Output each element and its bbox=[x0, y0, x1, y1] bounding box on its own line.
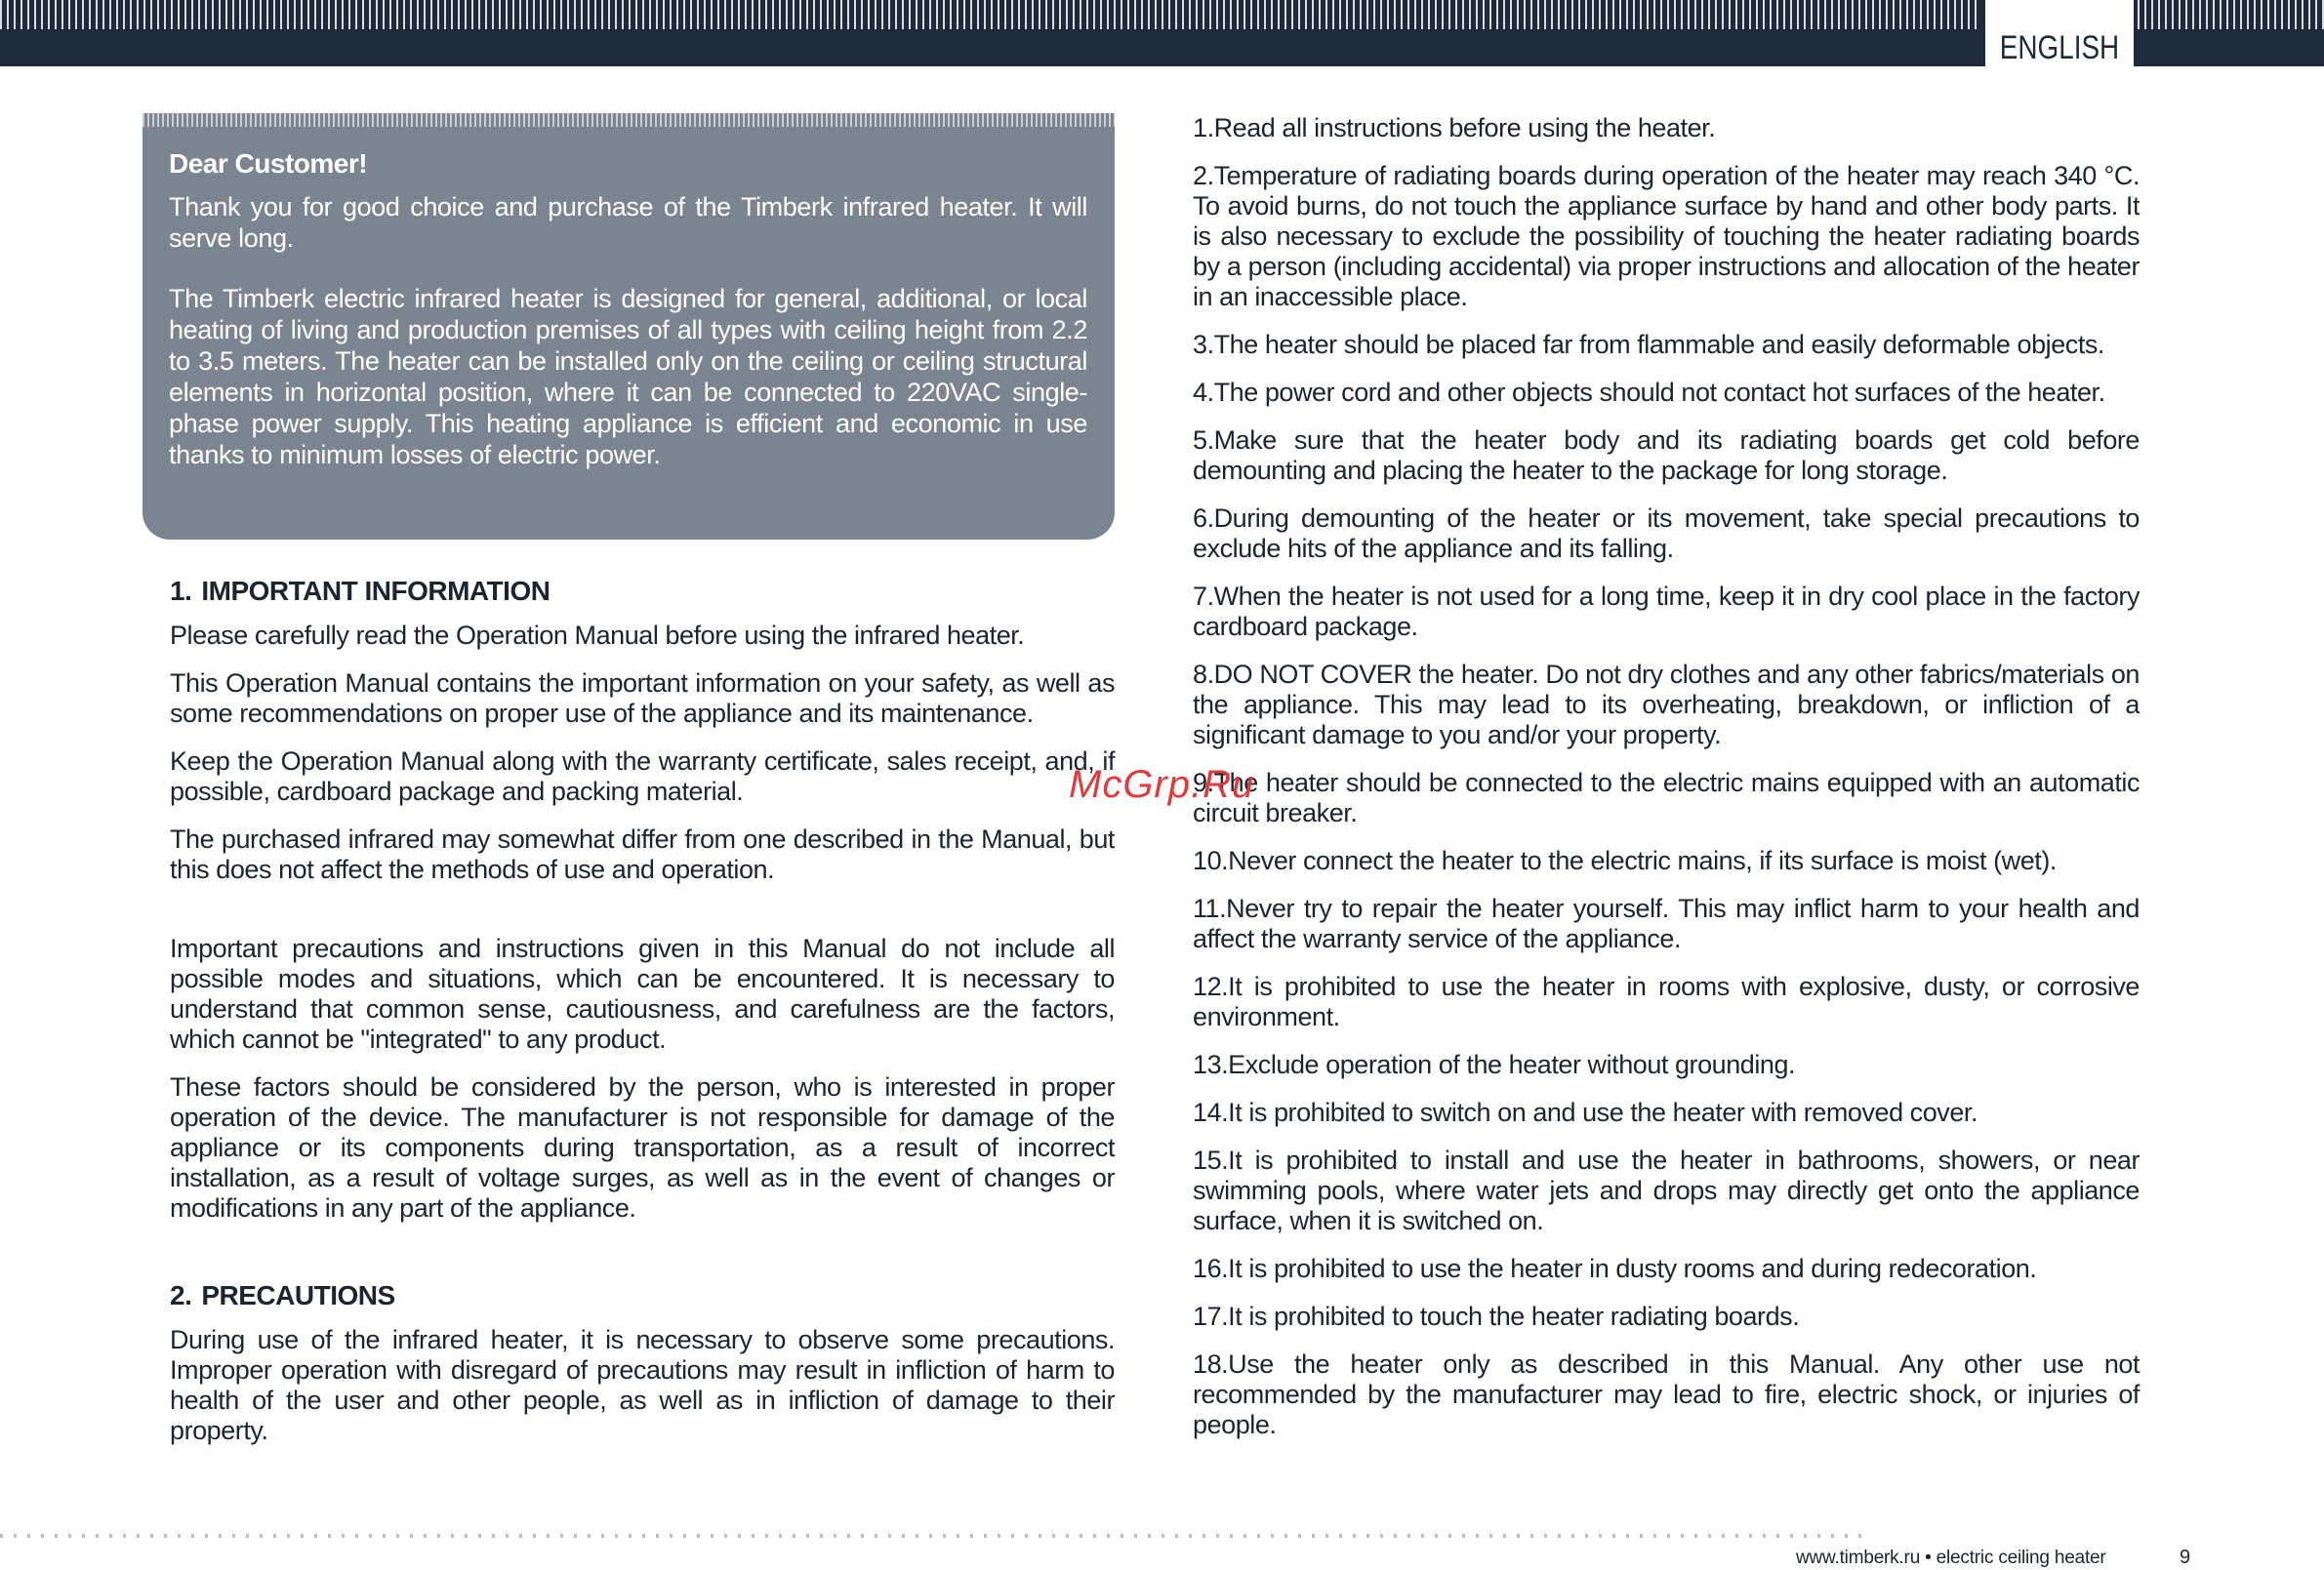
body-paragraph: Please carefully read the Operation Manual before using the infrared heater. bbox=[170, 621, 1025, 650]
intro-paragraph: The Timberk electric infrared heater is designed for general, additional, or local heating of living and production premises of all types with ceiling height from 2.2 to 3.5 meters. The heater can be installed only on the ceiling or ceiling structural elements in horizontal position, where it can be connected to 220VAC single-phase power supply. This heating appliance is efficient and economic in use thanks to minimum losses of electric power. bbox=[169, 284, 1087, 469]
top-banner bbox=[0, 0, 2324, 66]
rule-item: 8.DO NOT COVER the heater. Do not dry clothes and any other fabrics/materials on the appliance. This may lead to its overheating, breakdown, or infliction of a significant damage to you and/or your property. bbox=[1193, 660, 2140, 749]
right-column bbox=[1193, 113, 2140, 1458]
spacer bbox=[170, 903, 1115, 934]
section-number: 2. bbox=[170, 1280, 192, 1310]
rule-item: 18.Use the heater only as described in this Manual. Any other use not recommended by the manufacturer may lead to fire, electric shock, or injuries of people. bbox=[1193, 1349, 2140, 1439]
intro-box bbox=[143, 113, 1115, 540]
section-heading-precautions bbox=[170, 1280, 1115, 1311]
rule-item: 14.It is prohibited to switch on and use the heater with removed cover. bbox=[1193, 1098, 1978, 1127]
rule-item: 5.Make sure that the heater body and its radiating boards get cold before demounting and placing the heater to the package for long storage. bbox=[1193, 425, 2140, 485]
intro-hatch bbox=[143, 113, 1115, 127]
rule-item: 17.It is prohibited to touch the heater radiating boards. bbox=[1193, 1302, 1800, 1331]
body-paragraph: These factors should be considered by the person, who is interested in proper operation of the device. The manufacturer is not responsible for damage of the appliance or its components during transportation, as a result of incorrect installation, as a result of voltage surges, as well as in the event of changes or modifications in any part of the appliance. bbox=[170, 1072, 1115, 1223]
page-number: 9 bbox=[2180, 1547, 2191, 1568]
body-paragraph: During use of the infrared heater, it is necessary to observe some precautions. Improper operation with disregard of precautions may result in infliction of harm to health of the user and other people, as well as in infliction of damage to their property. bbox=[170, 1325, 1115, 1445]
rule-item: 15.It is prohibited to install and use the heater in bathrooms, showers, or near swimming pools, where water jets and drops may directly get onto the appliance surface, when it is switched on. bbox=[1193, 1146, 2140, 1235]
rule-item: 16.It is prohibited to use the heater in dusty rooms and during redecoration. bbox=[1193, 1254, 2037, 1283]
body-paragraph: Keep the Operation Manual along with the warranty certificate, sales receipt, and, if possible, cardboard package and packing material. bbox=[170, 746, 1115, 806]
body-paragraph: The purchased infrared may somewhat differ from one described in the Manual, but this does not affect the methods of use and operation. bbox=[170, 825, 1115, 884]
rule-item: 10.Never connect the heater to the electric mains, if its surface is moist (wet). bbox=[1193, 846, 2057, 875]
rule-item: 1.Read all instructions before using the heater. bbox=[1193, 113, 1716, 142]
rule-item: 9.The heater should be connected to the electric mains equipped with an automatic circuit breaker. bbox=[1193, 768, 2140, 827]
banner-hatch-right bbox=[2138, 0, 2324, 29]
language-label: ENGLISH bbox=[1999, 29, 2120, 66]
rule-item: 2.Temperature of radiating boards during operation of the heater may reach 340 °C. To avoid burns, do not touch the appliance surface by hand and other body parts. It is also necessary to exclude the possibility of touching the heater radiating boards by a person (including accidental) via proper instructions and allocation of the heater in an inaccessible place. bbox=[1193, 161, 2140, 311]
section-title: IMPORTANT INFORMATION bbox=[201, 576, 550, 606]
rule-item: 4.The power cord and other objects should not contact hot surfaces of the heater. bbox=[1193, 378, 2105, 407]
body-paragraph: Important precautions and instructions given in this Manual do not include all possible modes and situations, which can be encountered. It is necessary to understand that common sense, cautiousness, and carefulness are the factors, which cannot be "integrated" to any product. bbox=[170, 934, 1115, 1054]
rule-item: 12.It is prohibited to use the heater in rooms with explosive, dusty, or corrosive environment. bbox=[1193, 972, 2140, 1031]
intro-greeting: Dear Customer! bbox=[169, 148, 368, 179]
rule-item: 3.The heater should be placed far from flammable and easily deformable objects. bbox=[1193, 330, 2104, 359]
banner-hatch bbox=[0, 0, 1981, 29]
rule-item: 6.During demounting of the heater or its movement, take special precautions to exclude hits of the appliance and its falling. bbox=[1193, 503, 2140, 563]
rule-item: 13.Exclude operation of the heater without grounding. bbox=[1193, 1050, 1796, 1079]
section-heading-important bbox=[170, 576, 1115, 607]
watermark: McGrp.Ru bbox=[1069, 763, 1255, 806]
rule-item: 11.Never try to repair the heater yourself. This may inflict harm to your health and affect the warranty service of the appliance. bbox=[1193, 894, 2140, 953]
left-column bbox=[170, 576, 1115, 1464]
intro-paragraph: Thank you for good choice and purchase of the Timberk infrared heater. It will serve long. bbox=[169, 192, 1087, 253]
footer-dotted-line bbox=[0, 1534, 1864, 1538]
section-number: 1. bbox=[170, 576, 192, 606]
footer-text[interactable]: www.timberk.ru • electric ceiling heater bbox=[1796, 1548, 2106, 1568]
language-tab bbox=[1985, 0, 2134, 72]
rule-item: 7.When the heater is not used for a long time, keep it in dry cool place in the factory cardboard package. bbox=[1193, 582, 2140, 641]
spacer bbox=[170, 1241, 1115, 1280]
body-paragraph: This Operation Manual contains the important information on your safety, as well as some recommendations on proper use of the appliance and its maintenance. bbox=[170, 668, 1115, 728]
section-title: PRECAUTIONS bbox=[201, 1280, 395, 1310]
